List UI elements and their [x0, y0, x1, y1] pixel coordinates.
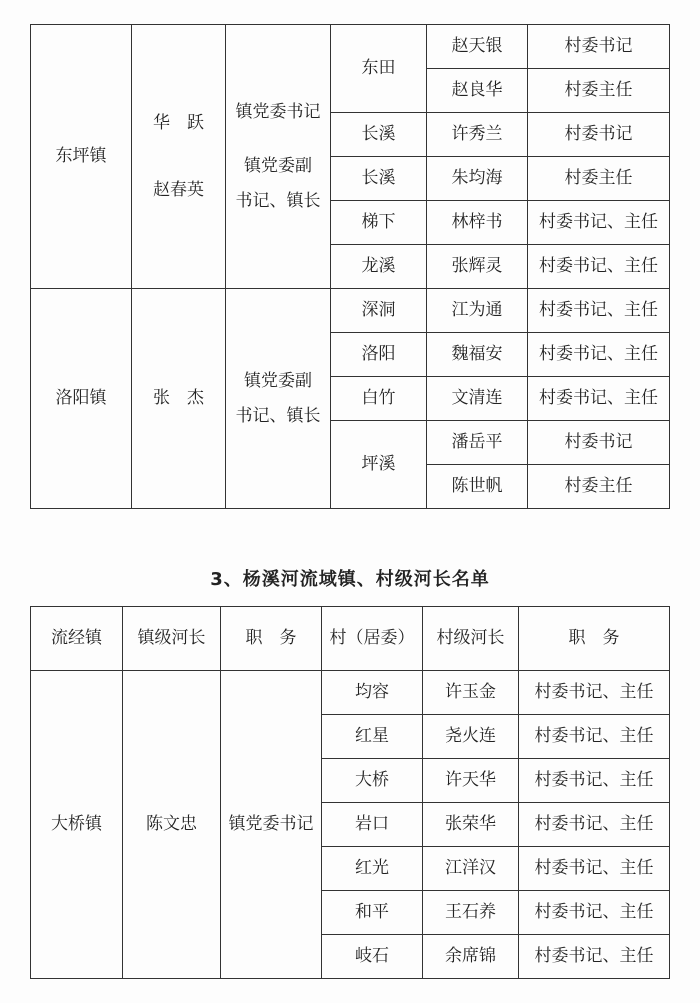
column-header: 流经镇 — [31, 607, 123, 671]
village-chief-cell: 余席锦 — [423, 935, 519, 979]
village-chief-cell: 潘岳平 — [427, 421, 528, 465]
town-role-cell: 镇党委书记 — [221, 671, 322, 979]
village-chief-cell: 王石养 — [423, 891, 519, 935]
village-duty-cell: 村委主任 — [528, 157, 670, 201]
village-cell: 长溪 — [331, 157, 427, 201]
village-duty-cell: 村委主任 — [528, 69, 670, 113]
village-duty-cell: 村委书记 — [528, 25, 670, 69]
village-duty-cell: 村委书记、主任 — [528, 289, 670, 333]
column-header: 职 务 — [519, 607, 670, 671]
village-chief-cell: 江为通 — [427, 289, 528, 333]
town-chief-cell: 陈文忠 — [123, 671, 221, 979]
village-cell: 洛阳 — [331, 333, 427, 377]
section-title: 3、杨溪河流域镇、村级河长名单 — [210, 569, 490, 590]
village-chief-cell: 赵天银 — [427, 25, 528, 69]
column-header: 村（居委） — [322, 607, 423, 671]
river-chief-table-continued — [30, 24, 670, 509]
table-row — [31, 671, 670, 715]
village-chief-cell: 赵良华 — [427, 69, 528, 113]
village-cell: 岩口 — [322, 803, 423, 847]
village-duty-cell: 村委书记、主任 — [528, 333, 670, 377]
village-cell: 岐石 — [322, 935, 423, 979]
town-chief-name: 赵春英 — [153, 179, 204, 200]
village-cell: 深洞 — [331, 289, 427, 333]
yangxi-river-chief-table — [30, 606, 670, 979]
village-cell: 东田 — [331, 25, 427, 113]
village-duty-cell: 村委书记 — [528, 113, 670, 157]
village-chief-cell: 张荣华 — [423, 803, 519, 847]
village-cell: 龙溪 — [331, 245, 427, 289]
town-cell: 洛阳镇 — [31, 289, 132, 509]
village-duty-cell: 村委书记、主任 — [528, 377, 670, 421]
village-cell: 红光 — [322, 847, 423, 891]
village-duty-cell: 村委书记、主任 — [519, 671, 670, 715]
village-cell: 和平 — [322, 891, 423, 935]
village-chief-cell: 许天华 — [423, 759, 519, 803]
town-role: 镇党委副 — [244, 156, 312, 177]
village-chief-cell: 尧火连 — [423, 715, 519, 759]
town-role: 书记、镇长 — [235, 190, 321, 211]
table-header-row — [31, 607, 670, 671]
town-cell: 东坪镇 — [31, 25, 132, 289]
town-chief-cell: 张 杰 — [132, 289, 226, 509]
village-duty-cell: 村委书记 — [528, 421, 670, 465]
village-duty-cell: 村委书记、主任 — [519, 847, 670, 891]
village-cell: 红星 — [322, 715, 423, 759]
town-role-cell — [226, 289, 331, 509]
village-cell: 大桥 — [322, 759, 423, 803]
village-chief-cell: 许玉金 — [423, 671, 519, 715]
village-cell: 长溪 — [331, 113, 427, 157]
table-row — [31, 25, 670, 69]
town-chief-cell — [132, 25, 226, 289]
village-chief-cell: 江洋汉 — [423, 847, 519, 891]
village-cell: 坪溪 — [331, 421, 427, 509]
town-role: 镇党委书记 — [235, 101, 321, 122]
village-duty-cell: 村委书记、主任 — [519, 715, 670, 759]
village-duty-cell: 村委书记、主任 — [528, 201, 670, 245]
village-chief-cell: 陈世帆 — [427, 465, 528, 509]
village-cell: 白竹 — [331, 377, 427, 421]
village-duty-cell: 村委书记、主任 — [519, 935, 670, 979]
village-cell: 梯下 — [331, 201, 427, 245]
table-row — [31, 289, 670, 333]
village-chief-cell: 林梓书 — [427, 201, 528, 245]
village-chief-cell: 朱均海 — [427, 157, 528, 201]
village-chief-cell: 魏福安 — [427, 333, 528, 377]
village-duty-cell: 村委书记、主任 — [519, 803, 670, 847]
village-chief-cell: 文清连 — [427, 377, 528, 421]
village-duty-cell: 村委书记、主任 — [519, 759, 670, 803]
village-chief-cell: 许秀兰 — [427, 113, 528, 157]
village-chief-cell: 张辉灵 — [427, 245, 528, 289]
village-cell: 均容 — [322, 671, 423, 715]
town-role: 镇党委副 — [244, 371, 312, 392]
town-chief-name: 华 跃 — [153, 113, 204, 134]
town-cell: 大桥镇 — [31, 671, 123, 979]
town-role-cell — [226, 25, 331, 289]
column-header: 职 务 — [221, 607, 322, 671]
column-header: 村级河长 — [423, 607, 519, 671]
village-duty-cell: 村委主任 — [528, 465, 670, 509]
town-role: 书记、镇长 — [235, 405, 321, 426]
village-duty-cell: 村委书记、主任 — [528, 245, 670, 289]
village-duty-cell: 村委书记、主任 — [519, 891, 670, 935]
column-header: 镇级河长 — [123, 607, 221, 671]
